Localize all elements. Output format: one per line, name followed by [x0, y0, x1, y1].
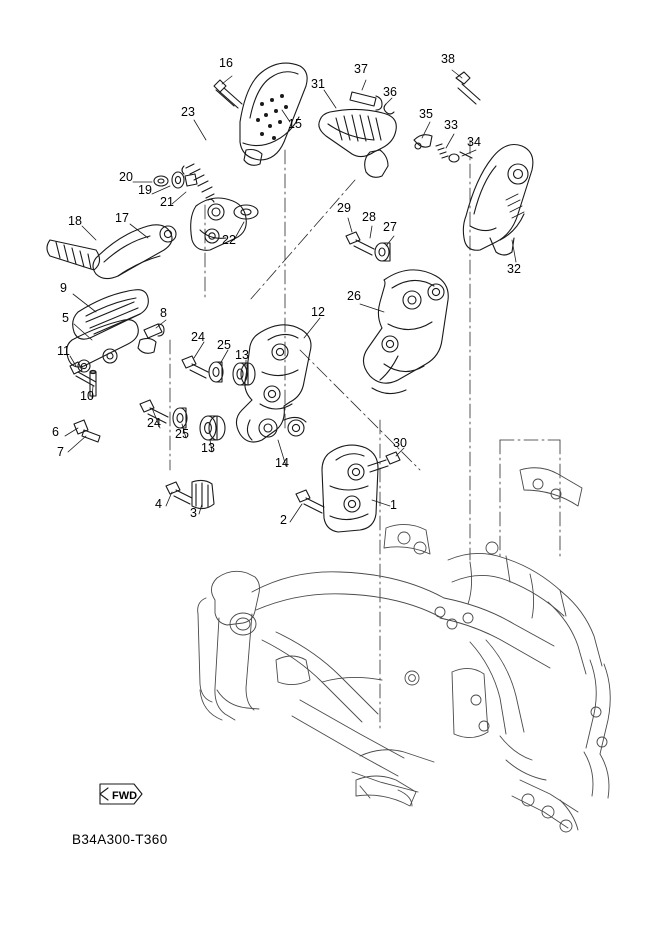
- callout-8: 8: [160, 306, 167, 320]
- callout-13-lower: 13: [201, 441, 215, 455]
- callout-23: 23: [181, 105, 195, 119]
- callout-30: 30: [393, 436, 407, 450]
- callout-31: 31: [311, 77, 325, 91]
- callout-33: 33: [444, 118, 458, 132]
- callout-37: 37: [354, 62, 368, 76]
- callout-4: 4: [155, 497, 162, 511]
- callout-13-upper: 13: [235, 348, 249, 362]
- callout-24-lower: 24: [147, 416, 161, 430]
- callout-21: 21: [160, 195, 174, 209]
- callout-35: 35: [419, 107, 433, 121]
- part-code-label: B34A300-T360: [72, 832, 168, 847]
- callout-20: 20: [119, 170, 133, 184]
- callout-34: 34: [467, 135, 481, 149]
- callout-17: 17: [115, 211, 129, 225]
- callout-15: 15: [288, 117, 302, 131]
- callout-18: 18: [68, 214, 82, 228]
- callout-38: 38: [441, 52, 455, 66]
- callout-12: 12: [311, 305, 325, 319]
- callout-25-upper: 25: [217, 338, 231, 352]
- callout-32: 32: [507, 262, 521, 276]
- callout-36: 36: [383, 85, 397, 99]
- callout-28: 28: [362, 210, 376, 224]
- callout-29: 29: [337, 201, 351, 215]
- callout-19: 19: [138, 183, 152, 197]
- callout-7: 7: [57, 445, 64, 459]
- callout-3: 3: [190, 506, 197, 520]
- callout-11: 11: [57, 344, 70, 358]
- callout-9: 9: [60, 281, 67, 295]
- callout-14: 14: [275, 456, 289, 470]
- callout-5: 5: [62, 311, 69, 325]
- callout-25-lower: 25: [175, 427, 189, 441]
- callout-27: 27: [383, 220, 397, 234]
- callout-1: 1: [390, 498, 397, 512]
- callout-26: 26: [347, 289, 361, 303]
- callout-16: 16: [219, 56, 233, 70]
- callout-6: 6: [52, 425, 59, 439]
- callout-22: 22: [222, 233, 236, 247]
- callout-2: 2: [280, 513, 287, 527]
- callout-10: 10: [80, 389, 94, 403]
- callout-24-upper: 24: [191, 330, 205, 344]
- fwd-direction-label: FWD: [112, 790, 138, 802]
